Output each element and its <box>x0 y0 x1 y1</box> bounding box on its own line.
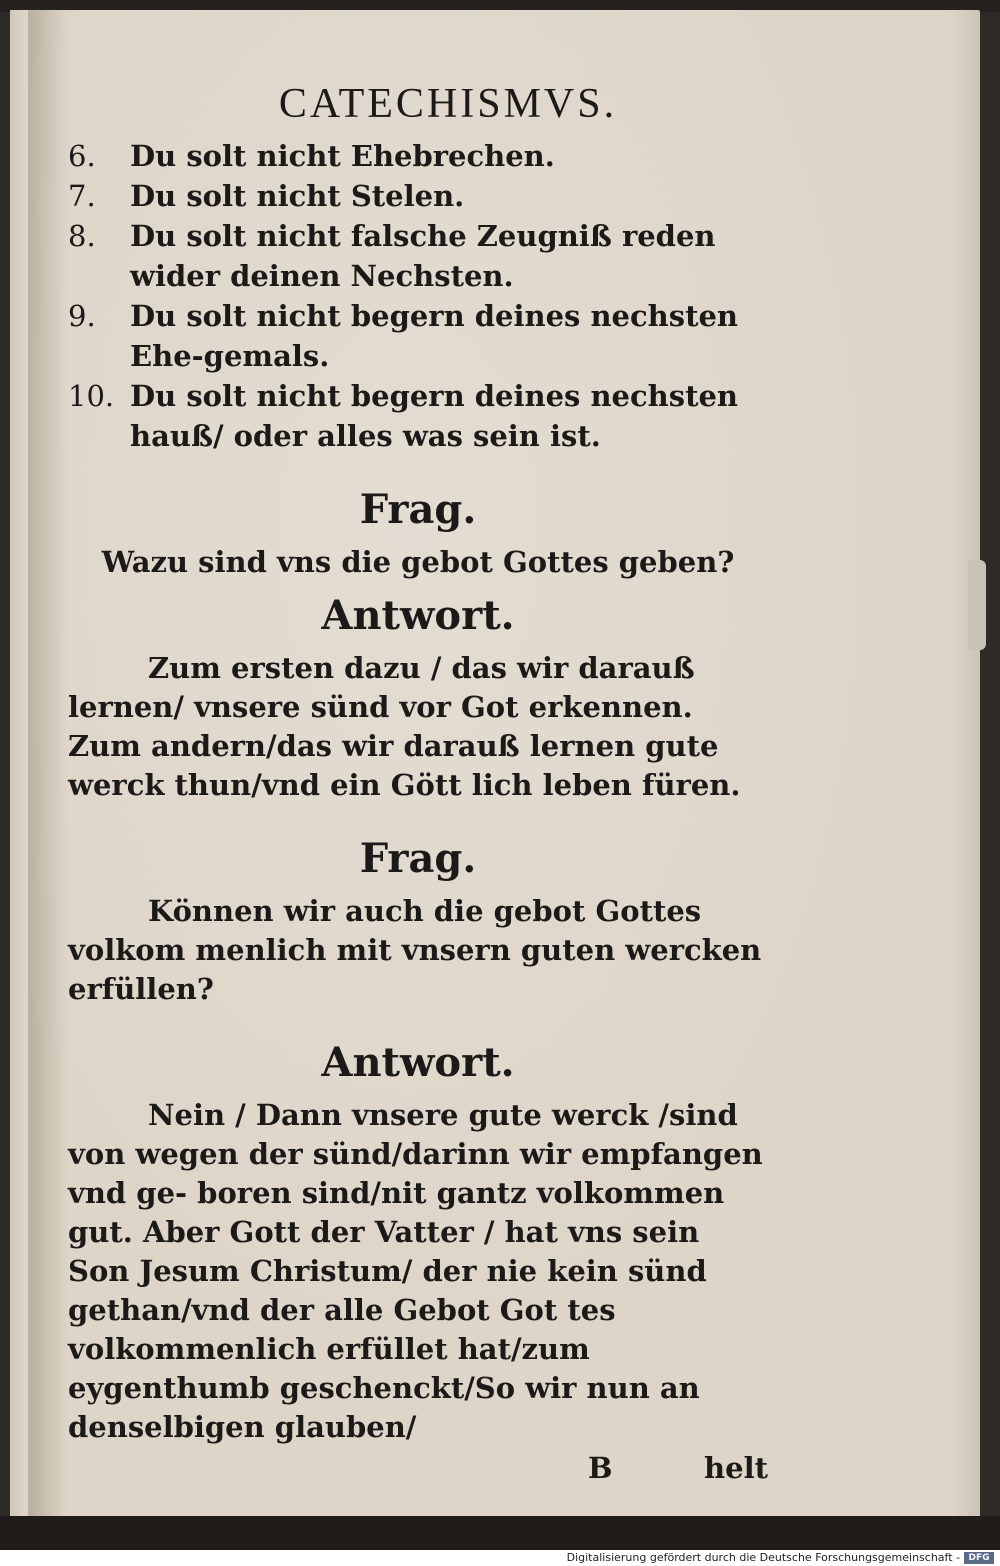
signature-mark: B <box>588 1451 613 1485</box>
answer-text-1: Zum ersten dazu / das wir darauß lernen/ vnsere sünd vor Got erkennen. Zum andern/das wir darauß lernen gute werck thun/vnd ein Gött lich leben füren. <box>68 651 741 802</box>
commandment-number: 9. <box>68 299 96 333</box>
dfg-logo: DFG <box>964 1552 994 1564</box>
signature-line <box>68 1451 768 1485</box>
commandment-text: Du solt nicht begern deines nechsten Ehe-gemals. <box>130 299 738 373</box>
scanner-bottom-edge <box>0 1516 1000 1550</box>
footer-bar <box>0 1550 1000 1566</box>
commandment-text: Du solt nicht falsche Zeugniß reden wider deinen Nechsten. <box>130 219 716 293</box>
commandment-9 <box>68 296 768 376</box>
running-head: CATECHISMVS. <box>278 81 618 127</box>
page-edge-tab <box>968 560 986 650</box>
commandment-number: 8. <box>68 219 96 253</box>
funding-credit: Digitalisierung gefördert durch die Deutsche Forschungsgemeinschaft - <box>566 1551 960 1564</box>
answer-heading-2: Antwort. <box>321 1039 515 1086</box>
commandment-number: 6. <box>68 139 96 173</box>
question-text-1: Wazu sind vns die gebot Gottes geben? <box>101 545 735 579</box>
commandment-text: Du solt nicht begern deines nechsten hauß/ oder alles was sein ist. <box>130 379 738 453</box>
commandment-number: 7. <box>68 179 96 213</box>
answer-heading-1: Antwort. <box>321 592 515 639</box>
commandment-7 <box>68 176 768 216</box>
page-text <box>68 80 768 1485</box>
answer-text-2: Nein / Dann vnsere gute werck /sind von wegen der sünd/darinn wir empfangen vnd ge- boren sind/nit gantz volkommen gut. Aber Gott der Vatter / hat vns sein Son Jesum Christum/ der nie kein sünd gethan/vnd der alle Gebot Got tes volkommenlich erfüllet hat/zum eygenthumb geschenckt/So wir nun an denselbigen glauben/ <box>68 1098 763 1444</box>
question-heading-1: Frag. <box>359 486 477 533</box>
commandment-6 <box>68 136 768 176</box>
commandment-8 <box>68 216 768 296</box>
commandment-text: Du solt nicht Ehebrechen. <box>130 139 555 173</box>
catchword: helt <box>704 1451 768 1485</box>
commandment-10 <box>68 376 768 456</box>
question-heading-2: Frag. <box>359 835 477 882</box>
commandment-text: Du solt nicht Stelen. <box>130 179 465 213</box>
question-text-2: Können wir auch die gebot Gottes volkom menlich mit vnsern guten wercken erfüllen? <box>68 894 762 1006</box>
commandment-number: 10. <box>68 379 115 413</box>
